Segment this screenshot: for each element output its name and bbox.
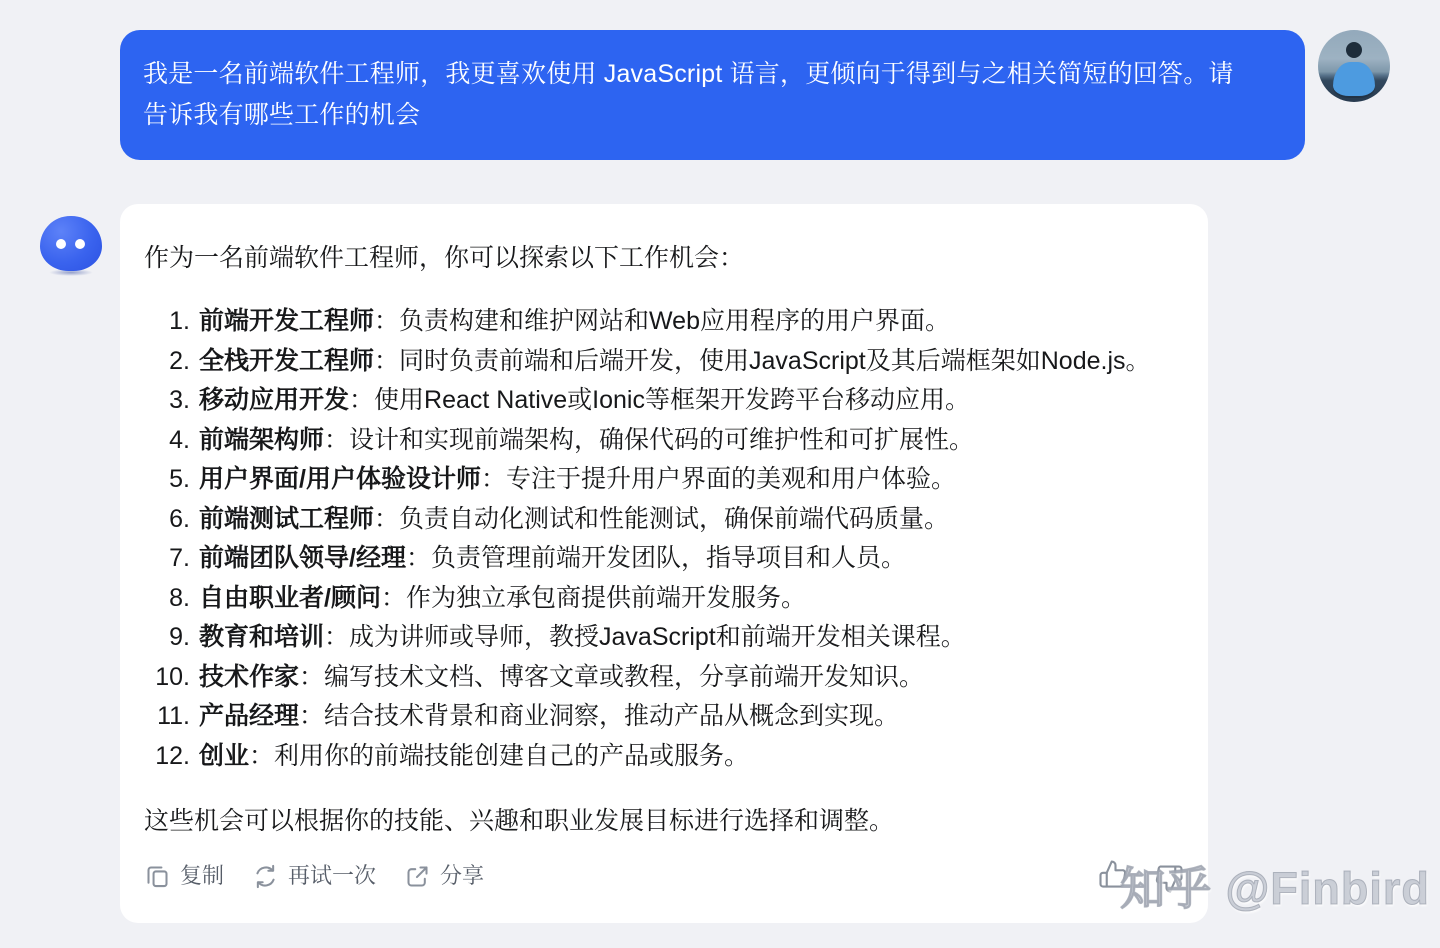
- job-item-term: 自由职业者/顾问: [199, 583, 381, 612]
- job-item-separator: ：: [324, 425, 350, 454]
- avatar-person-head: [1346, 42, 1362, 58]
- job-list-item: [144, 658, 1184, 698]
- job-item-number: 2.: [169, 346, 190, 375]
- job-item-separator: ：: [374, 504, 400, 533]
- job-list-item: [144, 500, 1184, 540]
- job-item-separator: ：: [374, 307, 400, 335]
- thumbs-down-icon[interactable]: [1154, 864, 1184, 894]
- job-item-description: 使用React Native或Ionic等框架开发跨平台移动应用。: [374, 386, 970, 414]
- copy-button[interactable]: [144, 863, 224, 890]
- job-item-number: 5.: [169, 465, 190, 493]
- job-list-item: [144, 342, 1184, 382]
- job-list-item: [144, 539, 1184, 579]
- copy-label: 复制: [180, 863, 225, 888]
- job-item-term: 前端测试工程师: [199, 504, 375, 533]
- job-item-term: 产品经理: [199, 702, 300, 730]
- robot-face-icon: [40, 216, 102, 271]
- job-item-text: [199, 539, 906, 579]
- avatar-person-torso: [1333, 62, 1375, 96]
- share-icon: [404, 863, 431, 890]
- job-item-description: 成为讲师或导师，教授JavaScript和前端开发相关课程。: [349, 623, 966, 651]
- job-item-description: 负责构建和维护网站和Web应用程序的用户界面。: [399, 307, 950, 335]
- job-item-description: 负责管理前端开发团队，指导项目和人员。: [430, 544, 906, 572]
- job-item-text: [199, 381, 970, 421]
- job-item-description: 负责自动化测试和性能测试，确保前端代码质量。: [399, 504, 950, 533]
- job-item-term: 前端架构师: [199, 425, 325, 454]
- job-item-text: [199, 579, 806, 619]
- user-avatar: [1318, 30, 1390, 102]
- job-item-separator: ：: [349, 386, 375, 414]
- job-item-number: 10.: [155, 662, 190, 691]
- feedback-buttons-group: [1098, 859, 1184, 894]
- job-list-item: [144, 697, 1184, 737]
- share-label: 分享: [440, 863, 485, 888]
- job-item-separator: ：: [324, 623, 350, 651]
- job-item-number: 9.: [169, 623, 190, 651]
- message-action-bar: [144, 856, 1184, 896]
- job-item-separator: ：: [405, 544, 431, 572]
- job-item-text: [199, 460, 956, 500]
- job-list-item: [144, 618, 1184, 658]
- job-item-description: 设计和实现前端架构，确保代码的可维护性和可扩展性。: [349, 425, 975, 454]
- assistant-intro-text: 作为一名前端软件工程师，你可以探索以下工作机会：: [144, 244, 745, 272]
- job-item-description: 专注于提升用户界面的美观和用户体验。: [505, 465, 956, 493]
- job-item-term: 全栈开发工程师: [199, 346, 375, 375]
- job-item-term: 教育和培训: [199, 623, 325, 651]
- user-message-line: 告诉我有哪些工作的机会: [143, 101, 421, 129]
- job-list-item: [144, 737, 1184, 777]
- job-item-term: 技术作家: [199, 662, 300, 691]
- robot-eye-right: [75, 239, 85, 249]
- job-item-term: 创业: [199, 741, 250, 770]
- retry-button[interactable]: [252, 863, 376, 890]
- job-item-separator: ：: [249, 741, 275, 770]
- retry-icon: [252, 863, 279, 890]
- thumbs-up-icon[interactable]: [1098, 859, 1128, 889]
- retry-label: 再试一次: [288, 863, 377, 888]
- job-list-item: [144, 579, 1184, 619]
- job-item-text: [199, 737, 749, 777]
- assistant-avatar: [40, 216, 102, 276]
- job-list-item: [144, 381, 1184, 421]
- job-item-text: [199, 697, 899, 737]
- robot-eye-left: [56, 239, 66, 249]
- job-item-term: 用户界面/用户体验设计师: [199, 465, 481, 493]
- job-item-number: 11.: [157, 702, 190, 730]
- job-item-separator: ：: [299, 662, 325, 691]
- job-item-number: 12.: [155, 741, 190, 770]
- job-item-separator: ：: [299, 702, 325, 730]
- job-item-number: 6.: [169, 504, 190, 533]
- action-buttons-group: [144, 863, 484, 890]
- job-item-text: [199, 302, 950, 342]
- job-item-description: 结合技术背景和商业洞察，推动产品从概念到实现。: [324, 702, 900, 730]
- assistant-message-card: [120, 204, 1208, 923]
- job-item-number: 3.: [169, 386, 190, 414]
- job-item-separator: ：: [374, 346, 400, 375]
- job-item-description: 编写技术文档、博客文章或教程，分享前端开发知识。: [324, 662, 925, 691]
- job-item-text: [199, 658, 924, 698]
- job-list-item: [144, 460, 1184, 500]
- job-item-term: 移动应用开发: [199, 386, 350, 414]
- job-item-text: [199, 618, 966, 658]
- job-item-number: 8.: [169, 583, 190, 612]
- share-button[interactable]: [404, 863, 484, 890]
- job-item-text: [199, 500, 949, 540]
- job-item-term: 前端开发工程师: [199, 307, 375, 335]
- job-list-item: [144, 421, 1184, 461]
- zhihu-watermark: 知乎 @Finbird: [1120, 863, 1430, 914]
- job-item-number: 1.: [169, 307, 190, 335]
- job-item-description: 利用你的前端技能创建自己的产品或服务。: [274, 741, 750, 770]
- job-item-text: [199, 342, 1151, 382]
- copy-icon: [144, 863, 171, 890]
- job-item-number: 4.: [169, 425, 190, 454]
- job-list-item: [144, 302, 1184, 342]
- user-message-bubble: [120, 30, 1305, 160]
- job-item-text: [199, 421, 974, 461]
- assistant-closing-text: 这些机会可以根据你的技能、兴趣和职业发展目标进行选择和调整。: [144, 807, 895, 835]
- user-message-line: 我是一名前端软件工程师，我更喜欢使用 JavaScript 语言，更倾向于得到与之相关简短的回答。请: [143, 60, 1234, 88]
- job-item-description: 同时负责前端和后端开发，使用JavaScript及其后端框架如Node.js。: [399, 346, 1151, 375]
- job-opportunities-list: [144, 302, 1184, 776]
- job-item-separator: ：: [480, 465, 506, 493]
- job-item-number: 7.: [169, 544, 190, 572]
- job-item-term: 前端团队领导/经理: [199, 544, 406, 572]
- job-item-separator: ：: [380, 583, 406, 612]
- job-item-description: 作为独立承包商提供前端开发服务。: [405, 583, 806, 612]
